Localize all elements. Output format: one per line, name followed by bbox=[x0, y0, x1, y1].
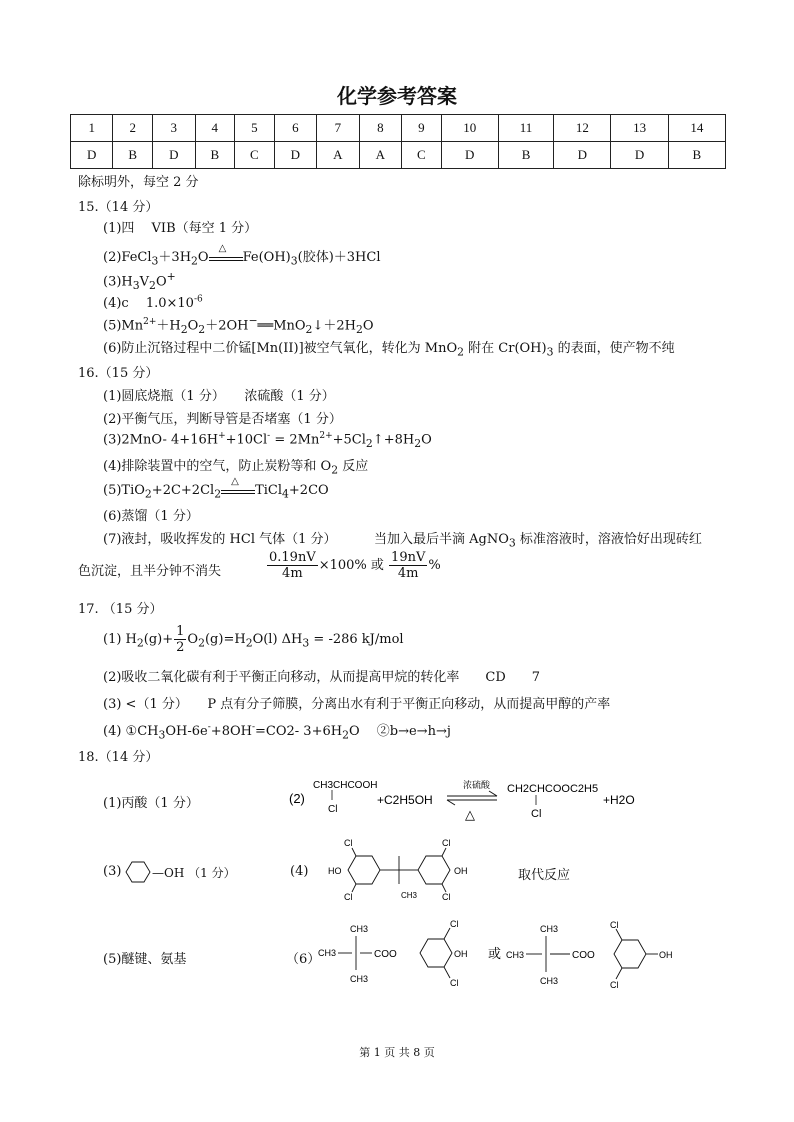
atom-coo: COO bbox=[374, 949, 397, 960]
ring-left bbox=[348, 856, 380, 884]
q18-line5: (5)醚键、氨基 bbox=[103, 952, 187, 967]
question-number-cell: 8 bbox=[359, 115, 401, 142]
atom-ch3: CH3 bbox=[540, 924, 559, 934]
q18-label-3: (3) bbox=[103, 864, 122, 879]
question-number-cell: 7 bbox=[317, 115, 359, 142]
answer-cell: D bbox=[611, 142, 668, 169]
catalyst-label: 浓硫酸 bbox=[463, 780, 491, 790]
reactant-ethanol: +C2H5OH bbox=[377, 793, 433, 807]
answer-cell: C bbox=[235, 142, 275, 169]
q16-line7b: 当加入最后半滴 AgNO$_3$ 标准溶液时，溶液恰好出现砖红 bbox=[374, 532, 702, 550]
atom-ch3: CH3 bbox=[318, 948, 337, 958]
atom-ho: HO bbox=[328, 866, 342, 876]
ring bbox=[420, 939, 452, 967]
question-number-cell: 2 bbox=[113, 115, 153, 142]
atom-cl: Cl bbox=[610, 920, 619, 930]
q16-line2: (2)平衡气压，判断导管是否堵塞（1 分） bbox=[103, 412, 342, 427]
answer-cell: D bbox=[153, 142, 195, 169]
product-water: +H2O bbox=[603, 793, 635, 807]
q16-line1: (1)圆底烧瓶（1 分） 浓硫酸（1 分） bbox=[103, 389, 335, 404]
atom-oh: OH bbox=[454, 866, 468, 876]
q17-line2: (2)吸收二氧化碳有利于平衡正向移动，从而提高甲烷的转化率 CD 7 bbox=[103, 670, 541, 685]
product-ester: CH2CHCOOC2H5 bbox=[507, 783, 599, 795]
q16-header: 16.（15 分） bbox=[78, 366, 159, 381]
q15-line3: $(3)H_3V_2O^+$ bbox=[103, 270, 176, 292]
benzene-ring-icon bbox=[120, 856, 156, 888]
q16-line3: (3)2MnO- $4+16H^++10Cl^- = 2Mn^{2+}+5Cl_2↑+8H_2O$ bbox=[103, 431, 432, 450]
q17-header: 17. （15 分） bbox=[78, 602, 163, 617]
q16-line8: 色沉淀，且半分钟不消失 bbox=[78, 564, 222, 579]
q18-label-2: (2) bbox=[289, 791, 305, 806]
q17-line4: (4) $①CH_3OH-6e^-+8OH^-=CO2-$ $3+6H_2O$ ②b→e→h→j bbox=[103, 722, 451, 742]
atom-cl: Cl bbox=[442, 838, 451, 848]
atom-ch3: CH3 bbox=[350, 924, 369, 934]
answer-cell: B bbox=[498, 142, 553, 169]
reactant-cl: Cl bbox=[328, 804, 338, 815]
heat-symbol: △ bbox=[465, 807, 475, 822]
q18-line3-text: —OH （1 分） bbox=[152, 866, 236, 880]
q16-line5: $(5)TiO_2+2C+2Cl_2$ △ TiCl$_4$+2CO bbox=[103, 476, 329, 501]
q18-substitution-reaction: 取代反应 bbox=[518, 868, 571, 883]
q18-structure-4 bbox=[308, 836, 488, 902]
atom-ch3: CH3 bbox=[401, 891, 418, 900]
page-title: 化学参考答案 bbox=[337, 84, 457, 108]
atom-oh: OH bbox=[454, 949, 468, 959]
question-number-cell: 6 bbox=[274, 115, 316, 142]
atom-ch3: CH3 bbox=[506, 950, 525, 960]
q18-line1: (1)丙酸（1 分） bbox=[103, 796, 199, 811]
q17-line3: (3) <（1 分） P 点有分子筛膜，分离出水有利于平衡正向移动，从而提高甲醇的产率 bbox=[103, 697, 611, 712]
answer-cell: C bbox=[402, 142, 442, 169]
q15-line6: (6)防止沉铬过程中二价锰[Mn(II)]被空气氧化，转化为 MnO$_2$ 附在 $Cr(OH)_3$ 的表面，使产物不纯 bbox=[103, 341, 675, 359]
question-number-cell: 5 bbox=[235, 115, 275, 142]
answer-cell: D bbox=[71, 142, 113, 169]
question-number-cell: 10 bbox=[441, 115, 498, 142]
answer-table-answer-row bbox=[71, 142, 726, 169]
atom-cl: Cl bbox=[344, 838, 353, 848]
answer-cell: B bbox=[113, 142, 153, 169]
q18-structure-6 bbox=[316, 918, 706, 994]
ring bbox=[614, 940, 646, 968]
q15-line2: $(2)FeCl_3+3H_2O$ △ $Fe(OH)_3$(胶体)＋3HCl bbox=[103, 243, 381, 268]
answer-cell: A bbox=[359, 142, 401, 169]
scoring-note: 除标明外，每空 2 分 bbox=[78, 175, 199, 190]
q15-line1: (1)四 VIB（每空 1 分） bbox=[103, 221, 258, 236]
page-footer: 第 1 页 共 8 页 bbox=[359, 1046, 435, 1059]
atom-cl: Cl bbox=[450, 978, 459, 988]
atom-cl: Cl bbox=[442, 892, 451, 902]
answer-cell: D bbox=[554, 142, 611, 169]
atom-cl: Cl bbox=[610, 980, 619, 990]
q18-label-6: （6） bbox=[286, 952, 321, 967]
product-cl: Cl bbox=[531, 808, 542, 820]
q18-header: 18.（14 分） bbox=[78, 750, 159, 765]
q16-line4: (4)排除装置中的空气，防止炭粉等和 $O_2$ 反应 bbox=[103, 459, 369, 477]
q16-answer-formula: $\frac{0.19nV}{4m}$ ×100% 或 $\frac{19nV}{4m}$ % bbox=[269, 550, 441, 581]
answer-cell: D bbox=[274, 142, 316, 169]
question-number-cell: 1 bbox=[71, 115, 113, 142]
q15-header: 15.（14 分） bbox=[78, 200, 159, 215]
atom-cl: Cl bbox=[344, 892, 353, 902]
atom-oh: OH bbox=[659, 950, 673, 960]
reverse-arrow-head bbox=[447, 800, 455, 805]
q18-esterification-equation bbox=[285, 776, 655, 826]
question-number-cell: 14 bbox=[668, 115, 725, 142]
reactant-acid: CH3CHCOOH bbox=[313, 780, 378, 791]
question-number-cell: 12 bbox=[554, 115, 611, 142]
ring-right bbox=[418, 856, 450, 884]
answer-table-number-row bbox=[71, 115, 726, 142]
q15-line4: (4)c $1.0\times 10^{-6}$ bbox=[103, 294, 203, 311]
question-number-cell: 11 bbox=[498, 115, 553, 142]
atom-ch3: CH3 bbox=[540, 976, 559, 986]
forward-arrow-head bbox=[489, 791, 497, 796]
answer-cell: B bbox=[195, 142, 235, 169]
answer-cell: B bbox=[668, 142, 725, 169]
or-text: 或 bbox=[488, 946, 502, 961]
q16-line7a: (7)液封，吸收挥发的 HCl 气体（1 分） bbox=[103, 532, 337, 547]
answer-table bbox=[70, 114, 726, 169]
q18-label-4: (4) bbox=[290, 864, 309, 879]
answer-cell: A bbox=[317, 142, 359, 169]
atom-ch3: CH3 bbox=[350, 974, 369, 984]
atom-coo: COO bbox=[572, 950, 595, 961]
q15-line5: $(5)Mn^{2+}+H_2O_2+2OH^-══MnO_2↓+2H_2O$ bbox=[103, 314, 374, 336]
q16-line6: (6)蒸馏（1 分） bbox=[103, 509, 199, 524]
q17-line1: (1) $H_2(g)+$ $\frac{1}{2}$ $O_2(g)=H_2O(l) \Delta H_3 = -286$ kJ/mol bbox=[103, 624, 404, 655]
question-number-cell: 3 bbox=[153, 115, 195, 142]
question-number-cell: 13 bbox=[611, 115, 668, 142]
question-number-cell: 9 bbox=[402, 115, 442, 142]
answer-cell: D bbox=[441, 142, 498, 169]
question-number-cell: 4 bbox=[195, 115, 235, 142]
atom-cl: Cl bbox=[450, 919, 459, 929]
